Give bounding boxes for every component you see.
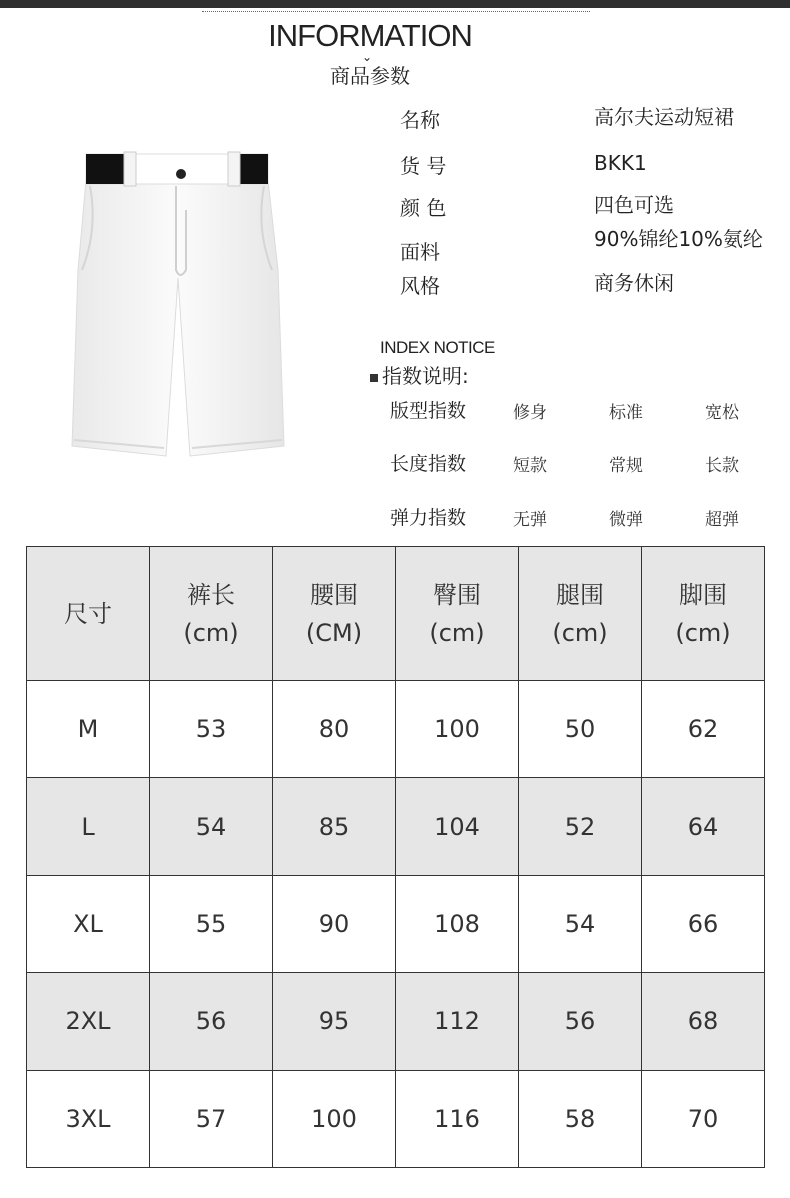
spec-value-name: 高尔夫运动短裙 (594, 105, 734, 129)
index-row-length-label: 长度指数 (390, 453, 467, 475)
index-notice-title-cn-text: 指数说明: (382, 364, 469, 388)
index-option: 长款 (705, 456, 739, 476)
header-label: 裤长 (187, 580, 235, 609)
header-label: 腰围 (310, 580, 358, 609)
header-cell-size (27, 547, 150, 681)
table-cell: 58 (519, 1070, 642, 1167)
table-cell: 57 (150, 1070, 273, 1167)
header-cell-hip (396, 547, 519, 681)
table-row (27, 973, 765, 1070)
table-cell: M (27, 681, 150, 778)
header-label: 尺寸 (64, 599, 112, 628)
index-option: 超弹 (705, 510, 739, 530)
square-bullet-icon (370, 374, 378, 382)
spec-value-style: 商务休闲 (594, 271, 674, 295)
header-cell-waist (273, 547, 396, 681)
index-row-stretch-label: 弹力指数 (390, 507, 467, 529)
table-row (27, 875, 765, 972)
index-option: 常规 (609, 456, 643, 476)
table-cell: 90 (273, 875, 396, 972)
index-option: 宽松 (705, 403, 739, 423)
table-row (27, 681, 765, 778)
header-label: 臀围 (433, 580, 481, 609)
table-cell: 95 (273, 973, 396, 1070)
spec-value-item-no: BKK1 (594, 151, 647, 175)
index-option: 修身 (513, 403, 547, 423)
index-option: 短款 (513, 456, 547, 476)
table-row (27, 1070, 765, 1167)
size-chart-table (26, 546, 765, 1168)
table-cell: 55 (150, 875, 273, 972)
header-cell-thigh (519, 547, 642, 681)
index-notice-title-cn (370, 360, 469, 389)
index-row-fit-label: 版型指数 (390, 400, 467, 422)
header-cell-hem (642, 547, 765, 681)
spec-label-item-no: 货 号 (400, 154, 447, 178)
white-golf-shorts-image (68, 150, 286, 466)
top-bar (0, 0, 790, 8)
table-cell: 52 (519, 778, 642, 875)
table-cell: 54 (519, 875, 642, 972)
index-notice-title-en: INDEX NOTICE (380, 338, 495, 357)
header-unit: (CM) (305, 618, 363, 647)
table-cell: 104 (396, 778, 519, 875)
table-cell: L (27, 778, 150, 875)
header-unit: (cm) (675, 618, 731, 647)
table-cell: 64 (642, 778, 765, 875)
table-cell: 3XL (27, 1070, 150, 1167)
spec-label-fabric: 面料 (400, 240, 440, 264)
table-cell: 116 (396, 1070, 519, 1167)
table-cell: 50 (519, 681, 642, 778)
table-cell: 85 (273, 778, 396, 875)
table-cell: 112 (396, 973, 519, 1070)
table-cell: 54 (150, 778, 273, 875)
table-cell: 53 (150, 681, 273, 778)
title-chinese: 商品参数 (330, 64, 410, 88)
spec-label-color: 颜 色 (400, 196, 447, 220)
top-dotted-divider (202, 11, 590, 12)
index-option: 微弹 (609, 510, 643, 530)
table-cell: 100 (396, 681, 519, 778)
table-cell: 2XL (27, 973, 150, 1070)
header-label: 脚围 (679, 580, 727, 609)
spec-label-style: 风格 (400, 274, 440, 298)
spec-value-color: 四色可选 (594, 193, 674, 217)
table-cell: 56 (150, 973, 273, 1070)
spec-value-fabric: 90%锦纶10%氨纶 (594, 227, 763, 251)
index-option: 无弹 (513, 510, 547, 530)
table-cell: 68 (642, 973, 765, 1070)
table-cell: XL (27, 875, 150, 972)
index-option: 标准 (609, 403, 643, 423)
table-cell: 62 (642, 681, 765, 778)
header-label: 腿围 (556, 580, 604, 609)
table-cell: 80 (273, 681, 396, 778)
header-unit: (cm) (429, 618, 485, 647)
table-cell: 70 (642, 1070, 765, 1167)
table-header-row (27, 547, 765, 681)
table-cell: 108 (396, 875, 519, 972)
table-cell: 100 (273, 1070, 396, 1167)
header-cell-length (150, 547, 273, 681)
header-unit: (cm) (552, 618, 608, 647)
chevron-down-icon: ⌄ (362, 50, 373, 64)
header-unit: (cm) (183, 618, 239, 647)
title-english: INFORMATION (268, 18, 472, 53)
table-cell: 56 (519, 973, 642, 1070)
spec-label-name: 名称 (400, 108, 440, 132)
table-cell: 66 (642, 875, 765, 972)
table-row (27, 778, 765, 875)
